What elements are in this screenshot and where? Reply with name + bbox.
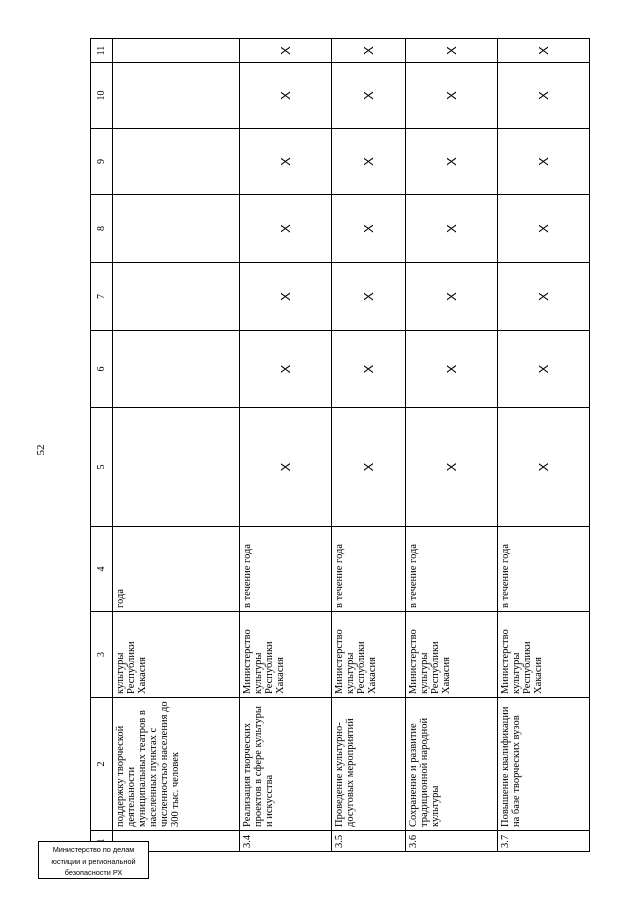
description-cell: поддержку творческой деятельности муниципальных театров в населенных пунктах с численностью населения до 300 тыс. человек bbox=[113, 698, 239, 831]
mark-cell: X bbox=[331, 331, 405, 408]
mark-cell: X bbox=[406, 331, 497, 408]
mark-cell bbox=[113, 63, 239, 129]
period-cell: года bbox=[113, 527, 239, 612]
table-row bbox=[331, 39, 405, 852]
mark-cell: X bbox=[406, 195, 497, 263]
mark-cell bbox=[113, 195, 239, 263]
mark-cell: X bbox=[331, 39, 405, 63]
executor-cell: Министерство культуры Республики Хакасия bbox=[497, 612, 589, 698]
table-row bbox=[497, 39, 589, 852]
header-cell: 8 bbox=[91, 195, 113, 263]
mark-cell: X bbox=[497, 195, 589, 263]
table-row bbox=[239, 39, 331, 852]
mark-cell: X bbox=[497, 63, 589, 129]
mark-cell: X bbox=[406, 39, 497, 63]
mark-cell bbox=[113, 408, 239, 527]
stamp-line: Министерство по делам bbox=[52, 845, 135, 854]
header-cell: 9 bbox=[91, 129, 113, 195]
mark-cell: X bbox=[331, 129, 405, 195]
executor-cell: Министерство культуры Республики Хакасия bbox=[406, 612, 497, 698]
description-cell: Повышение квалификации на базе творческих вузов bbox=[497, 698, 589, 831]
ministry-stamp bbox=[38, 841, 149, 879]
mark-cell: X bbox=[497, 263, 589, 331]
header-cell: 4 bbox=[91, 527, 113, 612]
row-number-cell: 3.7 bbox=[497, 831, 589, 852]
mark-cell: X bbox=[497, 39, 589, 63]
period-cell: в течение года bbox=[331, 527, 405, 612]
stamp-line: безопасности РХ bbox=[64, 868, 123, 877]
header-cell: 11 bbox=[91, 39, 113, 63]
plan-table bbox=[90, 38, 590, 852]
mark-cell: X bbox=[406, 408, 497, 527]
page-number: 52 bbox=[35, 444, 47, 456]
stamp-line: юстиции и региональной bbox=[51, 856, 136, 866]
mark-cell: X bbox=[406, 63, 497, 129]
row-number-cell: 3.6 bbox=[406, 831, 497, 852]
mark-cell: X bbox=[331, 263, 405, 331]
description-cell: Проведение культурно-досуговых мероприятий bbox=[331, 698, 405, 831]
header-row bbox=[91, 39, 113, 852]
mark-cell: X bbox=[497, 408, 589, 527]
mark-cell bbox=[113, 263, 239, 331]
table-row bbox=[113, 39, 239, 852]
mark-cell: X bbox=[239, 408, 331, 527]
header-cell: 5 bbox=[91, 408, 113, 527]
table-row bbox=[406, 39, 497, 852]
mark-cell: X bbox=[239, 63, 331, 129]
header-cell: 7 bbox=[91, 263, 113, 331]
mark-cell: X bbox=[331, 195, 405, 263]
description-cell: Сохранение и развитие традиционной народной культуры bbox=[406, 698, 497, 831]
mark-cell: X bbox=[406, 129, 497, 195]
mark-cell: X bbox=[331, 408, 405, 527]
mark-cell: X bbox=[497, 331, 589, 408]
mark-cell: X bbox=[239, 195, 331, 263]
period-cell: в течение года bbox=[239, 527, 331, 612]
mark-cell: X bbox=[497, 129, 589, 195]
row-number-cell: 3.4 bbox=[239, 831, 331, 852]
rotated-table-container bbox=[90, 39, 590, 852]
period-cell: в течение года bbox=[497, 527, 589, 612]
header-cell: 3 bbox=[91, 612, 113, 698]
mark-cell: X bbox=[239, 129, 331, 195]
mark-cell bbox=[113, 39, 239, 63]
period-cell: в течение года bbox=[406, 527, 497, 612]
executor-cell: Министерство культуры Республики Хакасия bbox=[331, 612, 405, 698]
mark-cell: X bbox=[331, 63, 405, 129]
executor-cell: культуры Республики Хакасия bbox=[113, 612, 239, 698]
executor-cell: Министерство культуры Республики Хакасия bbox=[239, 612, 331, 698]
mark-cell: X bbox=[239, 331, 331, 408]
mark-cell bbox=[113, 129, 239, 195]
header-cell: 2 bbox=[91, 698, 113, 831]
mark-cell: X bbox=[406, 263, 497, 331]
mark-cell: X bbox=[239, 39, 331, 63]
mark-cell: X bbox=[239, 263, 331, 331]
row-number-cell: 3.5 bbox=[331, 831, 405, 852]
header-cell: 10 bbox=[91, 63, 113, 129]
description-cell: Реализация творческих проектов в сфере культуры и искусства bbox=[239, 698, 331, 831]
header-cell: 6 bbox=[91, 331, 113, 408]
mark-cell bbox=[113, 331, 239, 408]
